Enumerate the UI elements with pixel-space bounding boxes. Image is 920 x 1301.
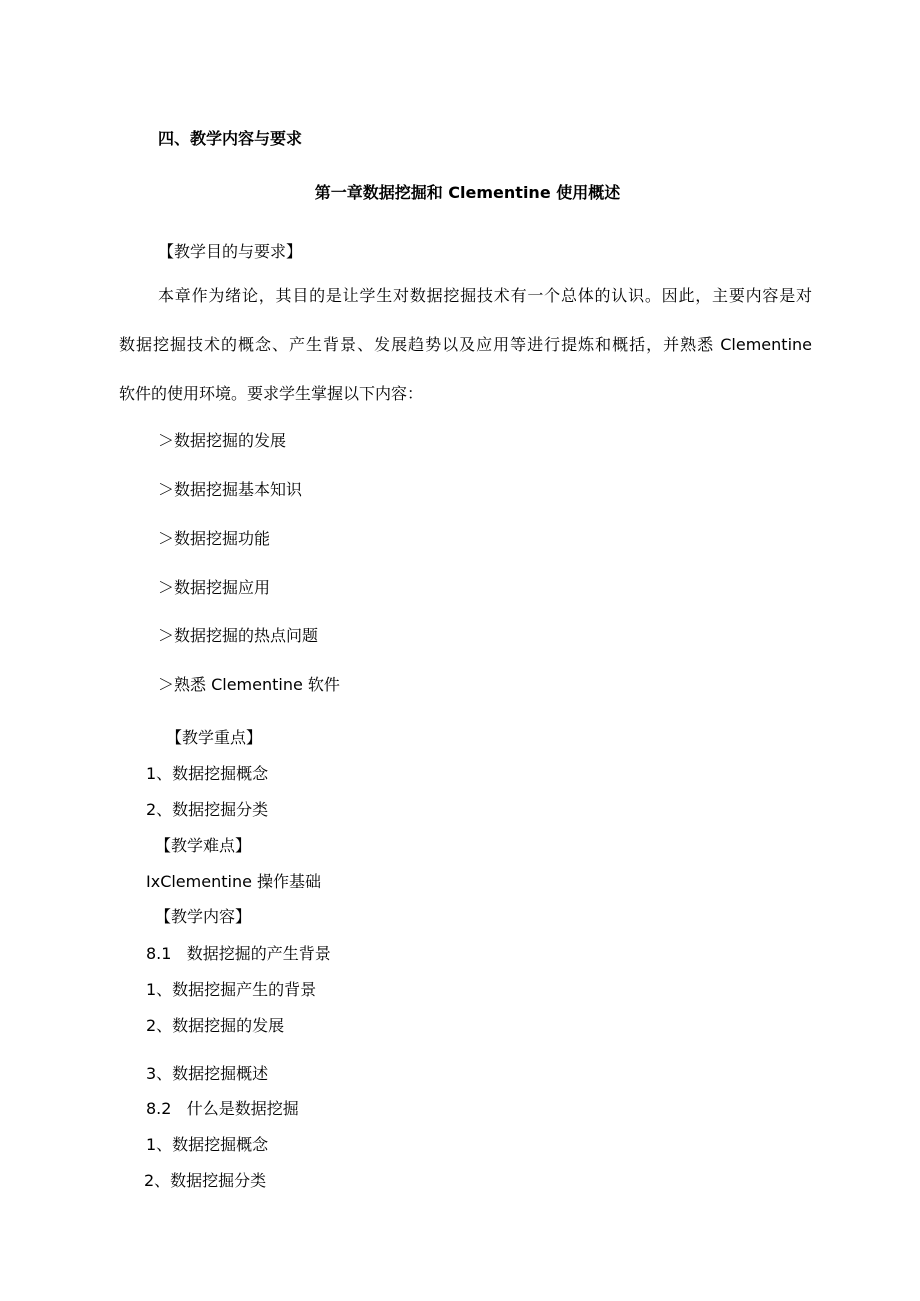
objectives-paragraph-line-3: 软件的使用环境。要求学生掌握以下内容： (119, 384, 424, 403)
content-item: 2、数据挖掘分类 (144, 1171, 267, 1190)
content-item: 2、数据挖掘的发展 (146, 1016, 285, 1035)
content-section-title: 8.2 什么是数据挖掘 (146, 1099, 299, 1118)
objective-item: ＞数据挖掘功能 (158, 529, 271, 548)
objectives-heading: 【教学目的与要求】 (158, 242, 303, 261)
content-item: 1、数据挖掘产生的背景 (146, 980, 317, 999)
content-item: 1、数据挖掘概念 (146, 1135, 269, 1154)
objectives-paragraph-line-1: 本章作为绪论，其目的是让学生对数据挖掘技术有一个总体的认识。因此，主要内容是对 (158, 286, 812, 305)
objective-item: ＞数据挖掘基本知识 (158, 480, 303, 499)
objective-item: ＞数据挖掘的发展 (158, 431, 287, 450)
objectives-paragraph-line-2: 数据挖掘技术的概念、产生背景、发展趋势以及应用等进行提炼和概括，并熟悉 Clementine (119, 335, 812, 354)
key-point-item: 2、数据挖掘分类 (146, 800, 269, 819)
chapter-title: 第一章数据挖掘和 Clementine 使用概述 (314, 183, 621, 202)
difficulties-heading: 【教学难点】 (155, 836, 252, 855)
objective-item: ＞熟悉 Clementine 软件 (158, 675, 340, 694)
key-point-item: 1、数据挖掘概念 (146, 764, 269, 783)
content-section-title: 8.1 数据挖掘的产生背景 (146, 944, 331, 963)
key-points-heading: 【教学重点】 (166, 728, 263, 747)
content-heading: 【教学内容】 (155, 907, 252, 926)
section-heading: 四、教学内容与要求 (158, 129, 303, 148)
difficulty-item: IxClementine 操作基础 (146, 872, 322, 891)
objective-item: ＞数据挖掘的热点问题 (158, 626, 319, 645)
objective-item: ＞数据挖掘应用 (158, 578, 271, 597)
content-item: 3、数据挖掘概述 (146, 1064, 269, 1083)
